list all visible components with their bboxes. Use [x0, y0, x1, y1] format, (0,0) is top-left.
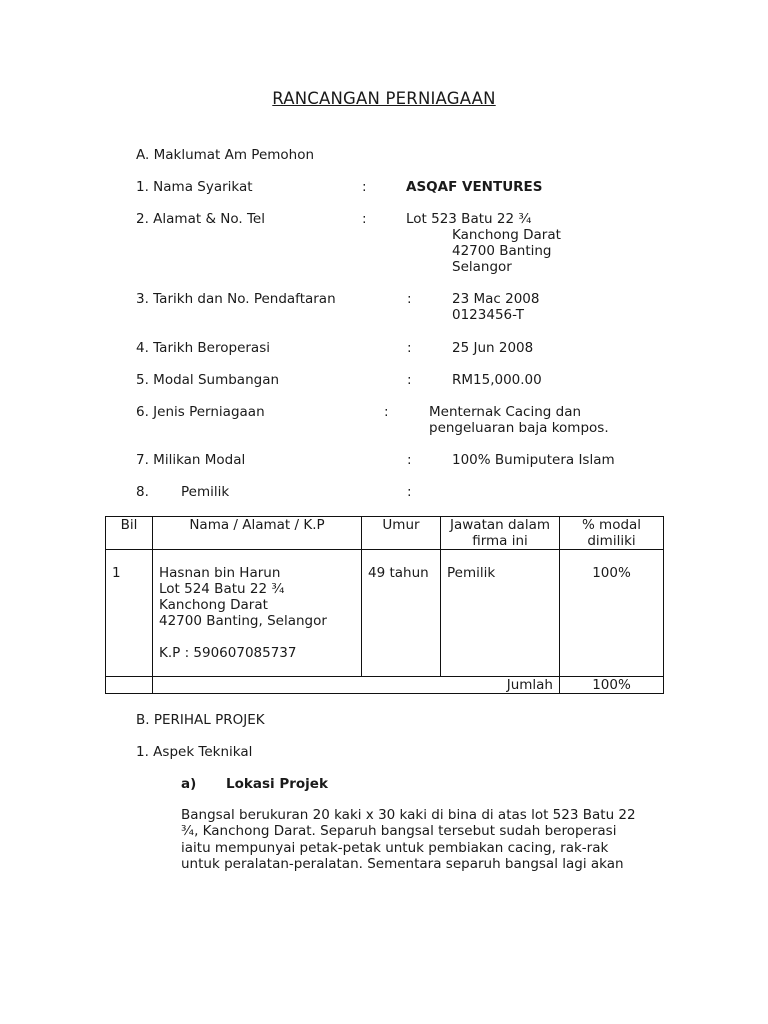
item-value-nama-syarikat: ASQAF VENTURES [406, 179, 543, 195]
item-colon: : [384, 404, 389, 420]
lokasi-projek-number: a) [181, 776, 197, 792]
item-label-nama-syarikat: 1. Nama Syarikat [136, 179, 253, 195]
item-value-jenis-perniagaan-line1: Menternak Cacing dan [429, 404, 582, 420]
cell-modal: 100% [560, 550, 664, 677]
cell-nama-line: Kanchong Darat [159, 597, 268, 613]
item-value-alamat-line1: Lot 523 Batu 22 ¾ [406, 211, 532, 227]
cell-nama [153, 550, 362, 677]
header-jawatan-line2: firma ini [472, 533, 528, 549]
cell-nama-blank [159, 629, 361, 645]
lokasi-projek-paragraph: Bangsal berukuran 20 kaki x 30 kaki di bina di atas lot 523 Batu 22 ¾, Kanchong Darat. Separuh bangsal tersebut sudah beroperasi iaitu mempunyai petak-petak untuk pembiakan cacing, rak-rak untuk peralatan-peralatan. Sementara separuh bangsal lagi akan [181, 807, 636, 872]
lokasi-projek-heading: Lokasi Projek [226, 776, 328, 792]
cell-total-value: 100% [560, 677, 664, 694]
item-value-jenis-perniagaan-line2: pengeluaran baja kompos. [429, 420, 609, 436]
header-bil: Bil [106, 517, 153, 550]
item-value-no-pendaftaran: 0123456-T [452, 307, 525, 323]
item-value-alamat-line3: 42700 Banting [452, 243, 552, 259]
item-colon: : [407, 291, 412, 307]
cell-nama-line: Lot 524 Batu 22 ¾ [159, 581, 285, 597]
cell-nama-line: Hasnan bin Harun [159, 565, 281, 581]
table-row [106, 550, 664, 677]
item-colon: : [407, 484, 412, 500]
owner-table [105, 516, 664, 694]
table-total-row [106, 677, 664, 694]
item-label-tarikh-pendaftaran: 3. Tarikh dan No. Pendaftaran [136, 291, 336, 307]
page-title: RANCANGAN PERNIAGAAN [272, 89, 496, 108]
item-colon: : [407, 340, 412, 356]
header-modal [560, 517, 664, 550]
section-b-heading: B. PERIHAL PROJEK [136, 712, 265, 728]
header-jawatan-line1: Jawatan dalam [450, 517, 550, 533]
item-value-tarikh-pendaftaran: 23 Mac 2008 [452, 291, 540, 307]
item-colon: : [362, 211, 367, 227]
header-jawatan [441, 517, 560, 550]
item-label-alamat: 2. Alamat & No. Tel [136, 211, 265, 227]
item-label-modal-sumbangan: 5. Modal Sumbangan [136, 372, 280, 388]
section-a-heading: A. Maklumat Am Pemohon [136, 147, 315, 163]
item-value-tarikh-beroperasi: 25 Jun 2008 [452, 340, 534, 356]
item-value-milikan-modal: 100% Bumiputera Islam [452, 452, 615, 468]
cell-total-label: Jumlah [153, 677, 560, 694]
item-label-milikan-modal: 7. Milikan Modal [136, 452, 246, 468]
item-colon: : [407, 452, 412, 468]
header-modal-line2: dimiliki [587, 533, 636, 549]
header-umur: Umur [362, 517, 441, 550]
cell-nama-line: K.P : 590607085737 [159, 645, 297, 661]
cell-umur: 49 tahun [362, 550, 441, 677]
header-nama: Nama / Alamat / K.P [153, 517, 362, 550]
item-label-tarikh-beroperasi: 4. Tarikh Beroperasi [136, 340, 270, 356]
cell-empty [106, 677, 153, 694]
item-label-pemilik: Pemilik [181, 484, 230, 500]
item-colon: : [407, 372, 412, 388]
item-label-jenis-perniagaan: 6. Jenis Perniagaan [136, 404, 265, 420]
item-colon: : [362, 179, 367, 195]
item-label-pemilik-number: 8. [136, 484, 149, 500]
header-modal-line1: % modal [581, 517, 642, 533]
item-value-modal-sumbangan: RM15,000.00 [452, 372, 542, 388]
cell-bil: 1 [106, 550, 153, 677]
cell-jawatan: Pemilik [441, 550, 560, 677]
item-value-alamat-line2: Kanchong Darat [452, 227, 561, 243]
item-value-alamat-line4: Selangor [452, 259, 512, 275]
table-header-row [106, 517, 664, 550]
aspek-teknikal-heading: 1. Aspek Teknikal [136, 744, 253, 760]
cell-nama-line: 42700 Banting, Selangor [159, 613, 327, 629]
